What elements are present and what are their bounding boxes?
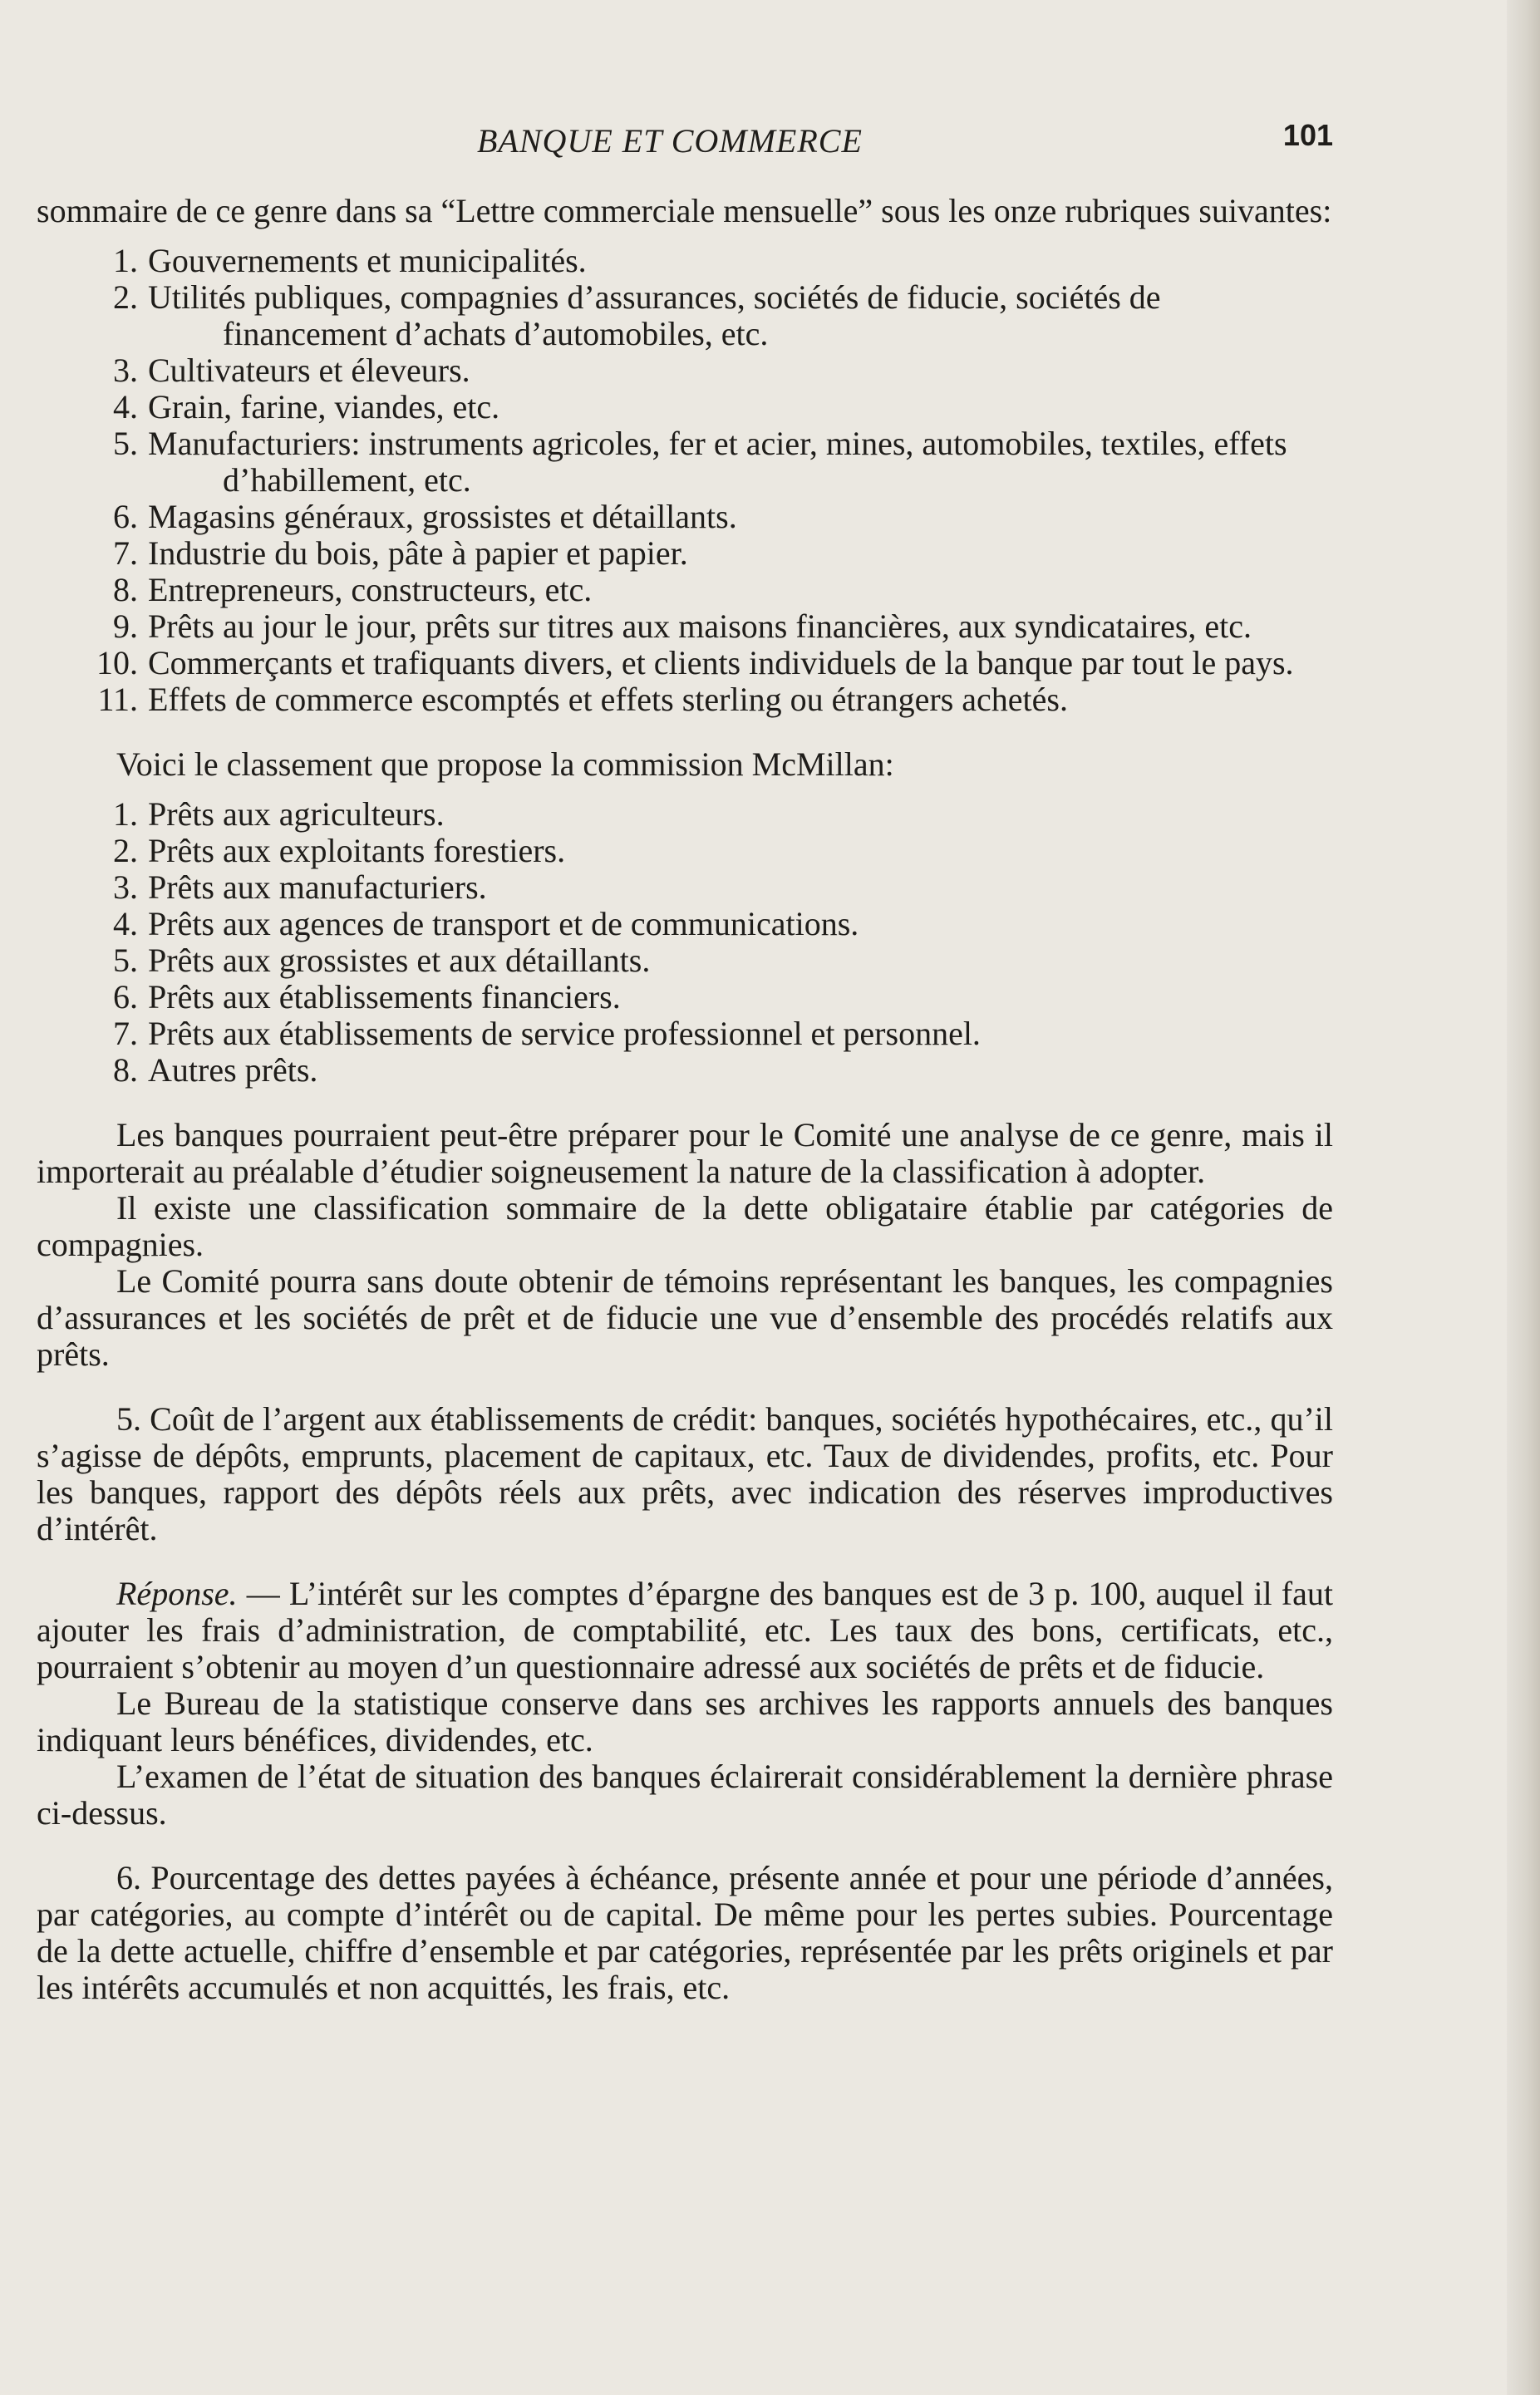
reponse-paragraph <box>37 1576 1333 1685</box>
list-item-text: Prêts aux agences de transport et de communications. <box>148 905 859 942</box>
list-item <box>37 535 1333 572</box>
mcmillan-list <box>37 796 1333 1089</box>
page-edge <box>1507 0 1540 2395</box>
page-header <box>37 118 1333 168</box>
list-item <box>37 942 1333 979</box>
list-item-text: Prêts aux exploitants forestiers. <box>148 832 566 869</box>
list-item-number: 6. <box>113 978 138 1016</box>
mcmillan-intro: Voici le classement que propose la commission McMillan: <box>116 745 894 783</box>
list-item-number: 8. <box>113 1051 138 1089</box>
list-item-text: Grain, farine, viandes, etc. <box>148 388 500 425</box>
list-item-number: 5. <box>113 942 138 979</box>
list-item <box>37 389 1333 425</box>
paragraph: Le Bureau de la statistique conserve dans ses archives les rapports annuels des banques indiquant leurs bénéfices, dividendes, etc. <box>37 1684 1333 1758</box>
list-item <box>37 425 1333 499</box>
list-item-number: 11. <box>97 681 138 718</box>
paragraph: Il existe une classification sommaire de la dette obligataire établie par catégories de compagnies. <box>37 1189 1333 1263</box>
paragraph: Le Comité pourra sans doute obtenir de témoins représentant les banques, les compagnies d’assurances et les sociétés de prêt et de fiducie une vue d’ensemble des procédés relatifs aux prêts. <box>37 1262 1333 1373</box>
list-item <box>37 796 1333 833</box>
list-item-text: Cultivateurs et éleveurs. <box>148 352 470 389</box>
list-item-text: Industrie du bois, pâte à papier et papier. <box>148 534 688 572</box>
list-item-text: Commerçants et trafiquants divers, et clients individuels de la banque par tout le pays. <box>148 644 1294 681</box>
list-item-text: Prêts aux agriculteurs. <box>148 795 445 833</box>
list-item-number: 1. <box>113 242 138 279</box>
list-item-number: 2. <box>113 832 138 869</box>
question-5: 5. Coût de l’argent aux établissements de crédit: banques, sociétés hypothécaires, etc., qu’il s’agisse de dépôts, emprunts, placement de capitaux, etc. Taux de dividendes, profits, etc. Pour les banques, rapport des dépôts réels aux prêts, avec indication des réserves improductives d’intérêt. <box>37 1400 1333 1547</box>
list-item-number: 4. <box>113 905 138 942</box>
list-item <box>37 645 1333 681</box>
list-item-text: Prêts aux établissements de service professionnel et personnel. <box>148 1015 981 1052</box>
intro-paragraph: sommaire de ce genre dans sa “Lettre commerciale mensuelle” sous les onze rubriques suivantes: <box>37 192 1332 229</box>
list-item <box>37 279 1333 352</box>
list-item-number: 7. <box>113 534 138 572</box>
list-item-number: 10. <box>96 644 138 681</box>
list-item-number: 2. <box>113 278 138 316</box>
list-item <box>37 572 1333 608</box>
list-item-text: Prêts aux grossistes et aux détaillants. <box>148 942 651 979</box>
list-item-number: 3. <box>113 352 138 389</box>
list-item-number: 5. <box>113 425 138 462</box>
list-item <box>37 979 1333 1016</box>
list-item-number: 1. <box>113 795 138 833</box>
list-item-number: 7. <box>113 1015 138 1052</box>
list-item-text: Gouvernements et municipalités. <box>148 242 587 279</box>
list-item <box>37 499 1333 535</box>
list-item <box>37 243 1333 279</box>
reponse-text: — L’intérêt sur les comptes d’épargne des banques est de 3 p. 100, auquel il faut ajouter les frais d’administration, de comptabilité, etc. Les taux des bons, certificats, etc., pourraient s’obtenir au moyen d’un questionnaire adressé aux sociétés de prêts et de fiducie. <box>37 1575 1333 1685</box>
list-item <box>37 869 1333 906</box>
rubriques-list <box>37 243 1333 718</box>
list-item-text: Utilités publiques, compagnies d’assurances, sociétés de fiducie, sociétés de financement d’achats d’automobiles, etc. <box>148 278 1161 352</box>
list-item <box>37 1052 1333 1089</box>
list-item-number: 6. <box>113 498 138 535</box>
list-item-text: Autres prêts. <box>148 1051 318 1089</box>
list-item-text: Effets de commerce escomptés et effets sterling ou étrangers achetés. <box>148 681 1068 718</box>
paragraph: Les banques pourraient peut-être préparer pour le Comité une analyse de ce genre, mais il importerait au préalable d’étudier soigneusement la nature de la classification à adopter. <box>37 1116 1333 1190</box>
list-item <box>37 906 1333 942</box>
list-item-text: Magasins généraux, grossistes et détaillants. <box>148 498 737 535</box>
page-number: 101 <box>1282 118 1333 152</box>
list-item-text: Prêts aux manufacturiers. <box>148 868 487 906</box>
page-body <box>37 193 1333 2006</box>
list-item <box>37 833 1333 869</box>
list-item-number: 4. <box>113 388 138 425</box>
reponse-label: Réponse. <box>116 1575 238 1612</box>
list-item-text: Entrepreneurs, constructeurs, etc. <box>148 571 593 608</box>
list-item-text: Prêts au jour le jour, prêts sur titres aux maisons financières, aux syndicataires, etc. <box>148 607 1252 645</box>
list-item-number: 8. <box>113 571 138 608</box>
paragraph: L’examen de l’état de situation des banques éclairerait considérablement la dernière phrase ci-dessus. <box>37 1758 1333 1832</box>
list-item-text: Manufacturiers: instruments agricoles, fer et acier, mines, automobiles, textiles, effets d’habillement, etc. <box>148 425 1287 499</box>
list-item <box>37 352 1333 389</box>
list-item-text: Prêts aux établissements financiers. <box>148 978 621 1016</box>
list-item <box>37 608 1333 645</box>
list-item-number: 3. <box>113 868 138 906</box>
list-item <box>37 1016 1333 1052</box>
list-item <box>37 681 1333 718</box>
question-6: 6. Pourcentage des dettes payées à échéance, présente année et pour une période d’années, par catégories, au compte d’intérêt ou de capital. De même pour les pertes subies. Pourcentage de la dette actuelle, chiffre d’ensemble et par catégories, représentée par les prêts originels et par les intérêts accumulés et non acquittés, les frais, etc. <box>37 1859 1333 2006</box>
running-title: BANQUE ET COMMERCE <box>477 122 863 160</box>
list-item-number: 9. <box>113 607 138 645</box>
